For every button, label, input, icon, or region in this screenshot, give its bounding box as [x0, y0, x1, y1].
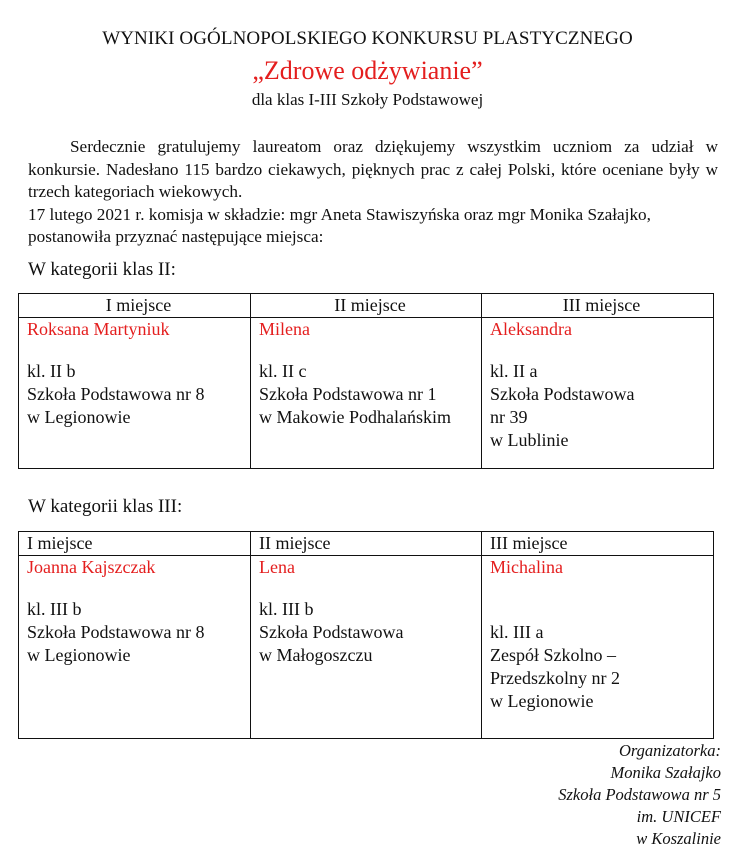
- winner-cell: [19, 318, 251, 469]
- winner-school-city: w Makowie Podhalańskim: [259, 407, 451, 427]
- intro-paragraph-2: 17 lutego 2021 r. komisja w składzie: mgr Aneta Stawiszyńska oraz mgr Monika Szałajko, postanowiła przyznać następujące miejsca:: [28, 204, 651, 246]
- winner-name: Roksana Martyniuk: [27, 319, 170, 339]
- winner-school-city: w Legionowie: [27, 645, 131, 665]
- column-header: III miejsce: [482, 532, 714, 556]
- contest-name: „Zdrowe odżywianie”: [252, 56, 483, 85]
- winner-name: Lena: [259, 557, 295, 577]
- winner-cell: [251, 318, 482, 469]
- intro-text: [28, 136, 718, 249]
- document-title: WYNIKI OGÓLNOPOLSKIEGO KONKURSU PLASTYCZNEGO: [102, 28, 633, 49]
- winner-cell: [19, 556, 251, 739]
- winner-school-city: w Małogoszczu: [259, 645, 373, 665]
- intro-paragraph-1: Serdecznie gratulujemy laureatom oraz dziękujemy wszystkim uczniom za udział w konkursie. Nadesłano 115 bardzo ciekawych, pięknych prac z całej Polski, które oceniane były w trzech kategoriach wiekowych.: [28, 137, 718, 201]
- category-2-table: [18, 293, 714, 469]
- winner-cell: [482, 556, 714, 739]
- organizer-school: Szkoła Podstawowa nr 5: [558, 785, 721, 804]
- winner-school-number: nr 39: [490, 407, 528, 427]
- column-header: III miejsce: [482, 294, 714, 318]
- winner-name: Joanna Kajszczak: [27, 557, 156, 577]
- column-header: I miejsce: [19, 532, 251, 556]
- table-header-row: [19, 532, 714, 556]
- winner-class: kl. II a: [490, 361, 538, 381]
- table-row: [19, 556, 714, 739]
- category-3-table: [18, 531, 714, 739]
- winner-school: Szkoła Podstawowa: [259, 622, 404, 642]
- table-header-row: [19, 294, 714, 318]
- winner-school-line2: Przedszkolny nr 2: [490, 668, 620, 688]
- winner-class: kl. II b: [27, 361, 76, 381]
- winner-class: kl. III a: [490, 622, 544, 642]
- winner-cell: [482, 318, 714, 469]
- organizer-name: Monika Szałajko: [610, 763, 721, 782]
- category-3-heading: W kategorii klas III:: [28, 496, 183, 517]
- organizer-city: w Koszalinie: [636, 829, 721, 848]
- organizer-role: Organizatorka:: [618, 741, 721, 760]
- winner-class: kl. II c: [259, 361, 307, 381]
- contest-subtitle: dla klas I-III Szkoły Podstawowej: [251, 90, 484, 109]
- winner-school: Szkoła Podstawowa: [490, 384, 635, 404]
- winner-cell: [251, 556, 482, 739]
- column-header: I miejsce: [19, 294, 251, 318]
- organizer-signature: [558, 740, 721, 850]
- winner-class: kl. III b: [27, 599, 82, 619]
- table-row: [19, 318, 714, 469]
- winner-name: Milena: [259, 319, 310, 339]
- winner-school: Szkoła Podstawowa nr 8: [27, 384, 205, 404]
- winner-name: Michalina: [490, 557, 563, 577]
- column-header: II miejsce: [251, 532, 482, 556]
- winner-school: Szkoła Podstawowa nr 8: [27, 622, 205, 642]
- category-2-heading: W kategorii klas II:: [28, 259, 176, 280]
- winner-school-city: w Lublinie: [490, 430, 569, 450]
- winner-name: Aleksandra: [490, 319, 572, 339]
- organizer-school-patron: im. UNICEF: [636, 807, 721, 826]
- column-header: II miejsce: [251, 294, 482, 318]
- winner-school: Zespół Szkolno –: [490, 645, 616, 665]
- winner-school: Szkoła Podstawowa nr 1: [259, 384, 437, 404]
- winner-school-city: w Legionowie: [27, 407, 131, 427]
- winner-class: kl. III b: [259, 599, 314, 619]
- winner-school-city: w Legionowie: [490, 691, 594, 711]
